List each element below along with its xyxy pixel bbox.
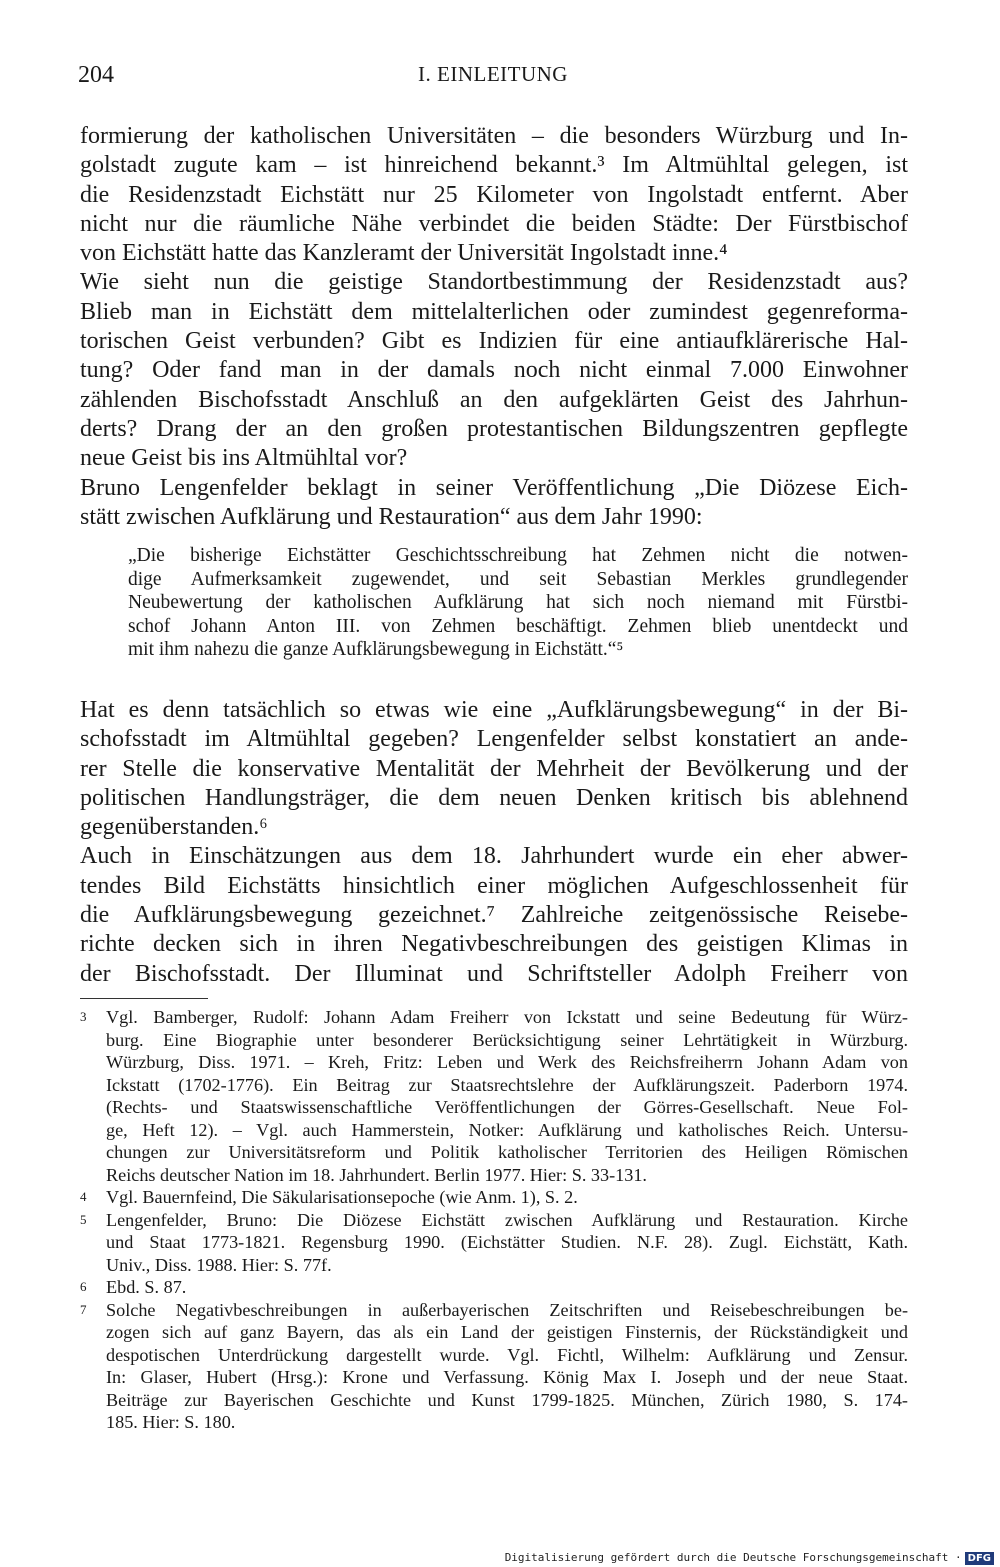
footnote-line: Ebd. S. 87. xyxy=(106,1277,187,1297)
digitization-credit xyxy=(505,1551,994,1565)
body-text-line: formierung der katholischen Universitäten – die besonders Würzburg und In- xyxy=(80,123,908,149)
body-text-line: gegenüberstanden.⁶ xyxy=(80,814,268,841)
body-text-line: Blieb man in Eichstätt dem mittelalterlichen oder zumindest gegenreforma- xyxy=(80,298,908,325)
body-text-line: Hat es denn tatsächlich so etwas wie eine „Aufklärungsbewegung“ in der Bi- xyxy=(80,697,908,723)
footnote-divider xyxy=(80,998,208,999)
body-text-line: der Bischofsstadt. Der Illuminat und Schriftsteller Adolph Freiherr von xyxy=(80,960,908,987)
body-text-line: Bruno Lengenfelder beklagt in seiner Veröffentlichung „Die Diözese Eich- xyxy=(80,474,908,501)
running-head: I. EINLEITUNG xyxy=(418,62,568,86)
footnote-line: ge, Heft 12). – Vgl. auch Hammerstein, Notker: Aufklärung und katholisches Reich. Untersu- xyxy=(106,1119,908,1140)
footnote-number: 3 xyxy=(80,1009,87,1024)
footnote xyxy=(80,1186,908,1209)
footnote-line: Würzburg, Diss. 1971. – Kreh, Fritz: Leben und Werk des Reichsfreiherrn Johann Adam von xyxy=(106,1052,908,1072)
body-text-line: zählenden Bischofsstadt Anschluß an den aufgeklärten Geist des Jahrhun- xyxy=(80,386,908,413)
body-text-line: rer Stelle die konservative Mentalität der Mehrheit der Bevölkerung und der xyxy=(80,755,908,782)
body-text-line: nicht nur die räumliche Nähe verbindet die beiden Städte: Der Fürstbischof xyxy=(80,210,908,237)
footnote xyxy=(80,1299,908,1434)
footnote-line: Univ., Diss. 1988. Hier: S. 77f. xyxy=(106,1254,332,1275)
body-text-line: die Residenzstadt Eichstätt nur 25 Kilometer von Ingolstadt entfernt. Aber xyxy=(80,181,908,208)
body-text-line: schofsstadt im Altmühltal gegeben? Lengenfelder selbst konstatiert an ande- xyxy=(80,726,908,753)
body-text-line: torischen Geist verbunden? Gibt es Indizien für eine antiaufklärerische Hal- xyxy=(80,328,908,355)
body-text-line: politischen Handlungsträger, die dem neuen Denken kritisch bis ablehnend xyxy=(80,784,908,811)
footnote xyxy=(80,1209,908,1277)
page-number: 204 xyxy=(78,62,114,88)
body-paragraphs-bottom xyxy=(80,696,908,989)
body-text-line: Wie sieht nun die geistige Standortbestimmung der Residenzstadt aus? xyxy=(80,269,908,296)
footnotes xyxy=(80,1006,908,1434)
body-text-line: Auch in Einschätzungen aus dem 18. Jahrhundert wurde ein eher abwer- xyxy=(80,843,908,870)
quote-line: Neubewertung der katholischen Aufklärung hat sich noch niemand mit Fürstbi- xyxy=(128,592,908,614)
footnote-line: und Staat 1773-1821. Regensburg 1990. (Eichstätter Studien. N.F. 28). Zugl. Eichstätt, Kath. xyxy=(106,1232,908,1252)
footnote-number: 5 xyxy=(80,1211,87,1227)
footnote-number: 7 xyxy=(80,1301,87,1317)
footnote-line: Lengenfelder, Bruno: Die Diözese Eichstätt zwischen Aufklärung und Restauration. Kirche xyxy=(106,1209,908,1230)
footnote-line: Solche Negativbeschreibungen in außerbayerischen Zeitschriften und Reisebeschreibungen be- xyxy=(106,1299,908,1320)
dfg-logo: DFG xyxy=(965,1552,994,1565)
footnote-line: zogen sich auf ganz Bayern, das als ein Land der geistigen Finsternis, der Rückständigkeit und xyxy=(106,1322,908,1342)
body-text-line: von Eichstätt hatte das Kanzleramt der Universität Ingolstadt inne.⁴ xyxy=(80,240,728,267)
footnote xyxy=(80,1006,908,1186)
footnote-line: Ickstatt (1702-1776). Ein Beitrag zur Staatsrechtslehre der Aufklärungszeit. Paderborn 1974. xyxy=(106,1074,908,1095)
body-text-line: tung? Oder fand man in der damals noch nicht einmal 7.000 Einwohner xyxy=(80,357,908,384)
footnote-line: Vgl. Bamberger, Rudolf: Johann Adam Freiherr von Ickstatt und seine Bedeutung für Würz- xyxy=(106,1007,908,1027)
footnote-line: 185. Hier: S. 180. xyxy=(106,1412,236,1432)
footnote xyxy=(80,1276,908,1299)
page-header xyxy=(78,62,908,92)
footnote-line: Vgl. Bauernfeind, Die Säkularisationsepoche (wie Anm. 1), S. 2. xyxy=(106,1187,578,1207)
footnote-number: 4 xyxy=(80,1189,87,1204)
body-text-line: stätt zwischen Aufklärung und Restauration“ aus dem Jahr 1990: xyxy=(80,503,703,530)
quote-line: schof Johann Anton III. von Zehmen beschäftigt. Zehmen blieb unentdeckt und xyxy=(128,615,908,637)
quote-line: dige Aufmerksamkeit zugewendet, und seit Sebastian Merkles grundlegender xyxy=(128,568,908,590)
body-text-line: neue Geist bis ins Altmühltal vor? xyxy=(80,445,408,472)
footnote-line: despotischen Unterdrückung dargestellt wurde. Vgl. Fichtl, Wilhelm: Aufklärung und Zensur. xyxy=(106,1344,908,1365)
credit-text: Digitalisierung gefördert durch die Deutsche Forschungsgemeinschaft · xyxy=(504,1551,962,1564)
body-text-line: richte decken sich in ihren Negativbeschreibungen des geistigen Klimas in xyxy=(80,931,908,958)
footnote-line: Beiträge zur Bayerischen Geschichte und Kunst 1799-1825. München, Zürich 1980, S. 174- xyxy=(106,1389,908,1410)
footnote-line: chungen zur Universitätsreform und Politik katholischer Territorien des Heiligen Römischen xyxy=(106,1142,908,1162)
footnote-line: Reichs deutscher Nation im 18. Jahrhundert. Berlin 1977. Hier: S. 33-131. xyxy=(106,1164,647,1185)
block-quote xyxy=(128,544,908,662)
quote-line: mit ihm nahezu die ganze Aufklärungsbewegung in Eichstätt.“⁵ xyxy=(128,639,624,661)
footnote-line: (Rechts- und Staatswissenschaftliche Veröffentlichungen der Görres-Gesellschaft. Neue Fol- xyxy=(106,1097,908,1117)
body-text-line: die Aufklärungsbewegung gezeichnet.⁷ Zahlreiche zeitgenössische Reisebe- xyxy=(80,902,908,929)
body-text-line: tendes Bild Eichstätts hinsichtlich einer möglichen Aufgeschlossenheit für xyxy=(80,872,908,899)
body-text-line: golstadt zugute kam – ist hinreichend bekannt.³ Im Altmühltal gelegen, ist xyxy=(80,152,908,179)
body-text-line: derts? Drang der an den großen protestantischen Bildungszentren gepflegte xyxy=(80,415,908,442)
footnote-number: 6 xyxy=(80,1279,87,1294)
footnote-line: burg. Eine Biographie unter besonderer Berücksichtigung seiner Lehrtätigkeit in Würzburg. xyxy=(106,1029,908,1050)
footnote-line: In: Glaser, Hubert (Hrsg.): Krone und Verfassung. König Max I. Joseph und der neue Staat. xyxy=(106,1367,908,1387)
body-paragraphs-top xyxy=(80,122,908,532)
quote-line: „Die bisherige Eichstätter Geschichtsschreibung hat Zehmen nicht die notwen- xyxy=(128,545,908,566)
